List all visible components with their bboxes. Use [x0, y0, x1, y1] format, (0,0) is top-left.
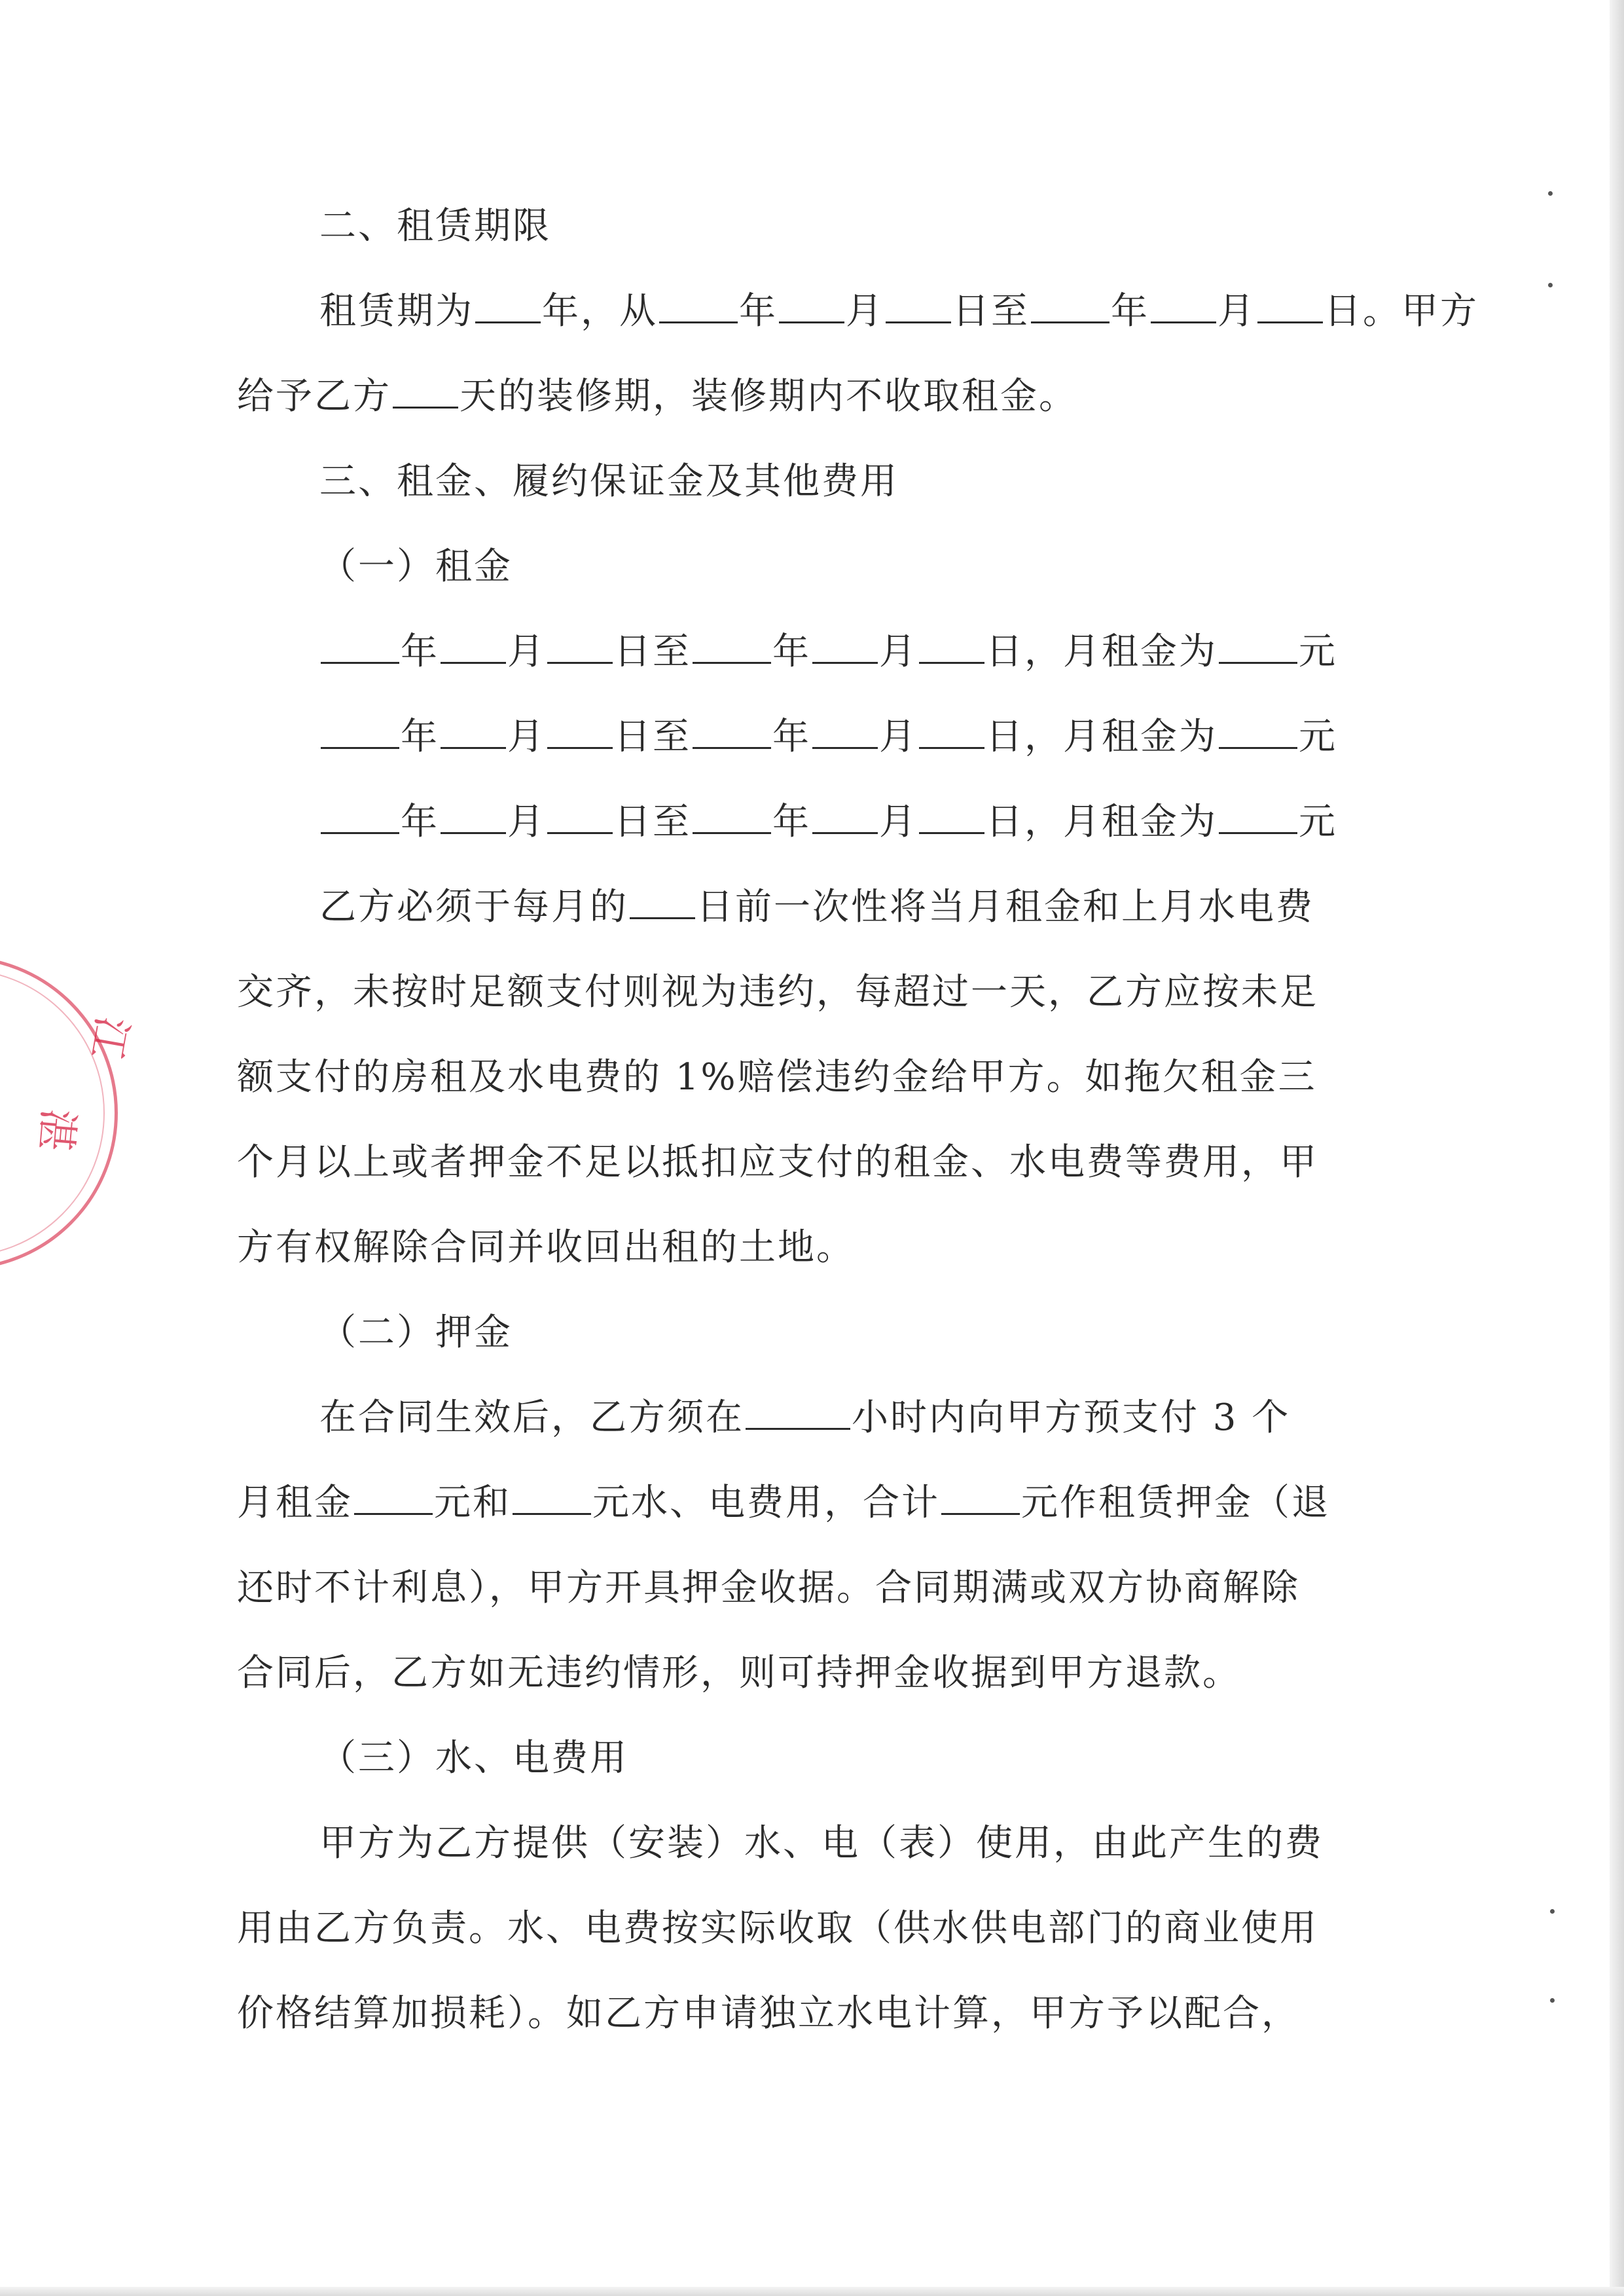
paragraph-line: 还时不计利息），甲方开具押金收据。合同期满或双方协商解除 — [237, 1567, 1300, 1609]
subsection-heading: （一）租金 — [319, 545, 513, 588]
blank-field — [321, 628, 399, 664]
paragraph-line: 额支付的房租及水电费的 1%赔偿违约金给甲方。如拖欠租金三 — [237, 1056, 1317, 1099]
seal-character: 湛 — [30, 1106, 82, 1153]
paragraph-line: 交齐，未按时足额支付则视为违约，每超过一天，乙方应按未足 — [237, 971, 1318, 1013]
paragraph-line: 租赁期为 年，从 年 月 日至 年 月 日。甲方 — [319, 285, 1479, 338]
blank-field — [812, 713, 878, 749]
blank-field — [547, 713, 613, 749]
scan-speck — [1548, 283, 1553, 287]
blank-field — [441, 713, 506, 749]
blank-field — [354, 1479, 433, 1515]
rent-period-row: 年 月 日至 年 月 日，月租金为 元 — [319, 626, 1337, 678]
paragraph-line: 甲方为乙方提供（安装）水、电（表）使用，由此产生的费 — [319, 1822, 1324, 1865]
section-heading: 二、租赁期限 — [319, 205, 551, 247]
scan-speck — [1550, 1998, 1555, 2003]
blank-field — [321, 713, 399, 749]
blank-field — [1031, 287, 1110, 323]
blank-field — [693, 713, 771, 749]
blank-field — [812, 628, 878, 664]
blank-field — [1151, 287, 1216, 323]
blank-field — [746, 1394, 850, 1430]
blank-field — [1219, 798, 1297, 834]
section-heading: 三、租金、履约保证金及其他费用 — [319, 460, 899, 503]
subsection-heading: （三）水、电费用 — [319, 1737, 628, 1779]
paragraph-line: 给予乙方 天的装修期，装修期内不收取租金。 — [237, 371, 1077, 423]
blank-field — [693, 798, 771, 834]
blank-field — [941, 1479, 1020, 1515]
blank-field — [630, 883, 695, 919]
paragraph-line: 合同后，乙方如无违约情形，则可持押金收据到甲方退款。 — [237, 1652, 1241, 1694]
scan-speck — [1548, 191, 1553, 196]
blank-field — [812, 798, 878, 834]
blank-field — [1219, 628, 1297, 664]
blank-field — [919, 798, 984, 834]
blank-field — [659, 287, 738, 323]
paragraph-line: 个月以上或者押金不足以抵扣应支付的租金、水电费等费用，甲 — [237, 1141, 1318, 1184]
blank-field — [441, 628, 506, 664]
blank-field — [441, 798, 506, 834]
blank-field — [547, 628, 613, 664]
blank-field — [693, 628, 771, 664]
blank-field — [547, 798, 613, 834]
seal-character: 江 — [81, 1013, 137, 1063]
blank-field — [513, 1479, 591, 1515]
page-bottom-shadow — [0, 2287, 1624, 2296]
blank-field — [1219, 713, 1297, 749]
blank-field — [919, 713, 984, 749]
rent-period-row: 年 月 日至 年 月 日，月租金为 元 — [319, 711, 1337, 763]
blank-field — [321, 798, 399, 834]
blank-field — [475, 287, 541, 323]
scan-speck — [1550, 1909, 1555, 1914]
blank-field — [779, 287, 844, 323]
paragraph-line: 乙方必须于每月的 日前一次性将当月租金和上月水电费 — [319, 881, 1314, 934]
paragraph-line: 方有权解除合同并收回出租的土地。 — [237, 1226, 855, 1269]
blank-field — [886, 287, 951, 323]
paragraph-line: 用由乙方负责。水、电费按实际收取（供水供电部门的商业使用 — [237, 1907, 1318, 1950]
paragraph-line: 价格结算加损耗）。如乙方申请独立水电计算，甲方予以配合， — [237, 1992, 1300, 2035]
subsection-heading: （二）押金 — [319, 1311, 513, 1354]
page-edge-shadow — [1610, 0, 1624, 2296]
rent-period-row: 年 月 日至 年 月 日，月租金为 元 — [319, 796, 1337, 848]
paragraph-line: 在合同生效后，乙方须在 小时内向甲方预支付 3 个 — [319, 1392, 1290, 1444]
blank-field — [1257, 287, 1323, 323]
paragraph-line: 月租金 元和 元水、电费用，合计 元作租赁押金（退 — [237, 1477, 1330, 1529]
blank-field — [919, 628, 984, 664]
blank-field — [393, 373, 458, 409]
